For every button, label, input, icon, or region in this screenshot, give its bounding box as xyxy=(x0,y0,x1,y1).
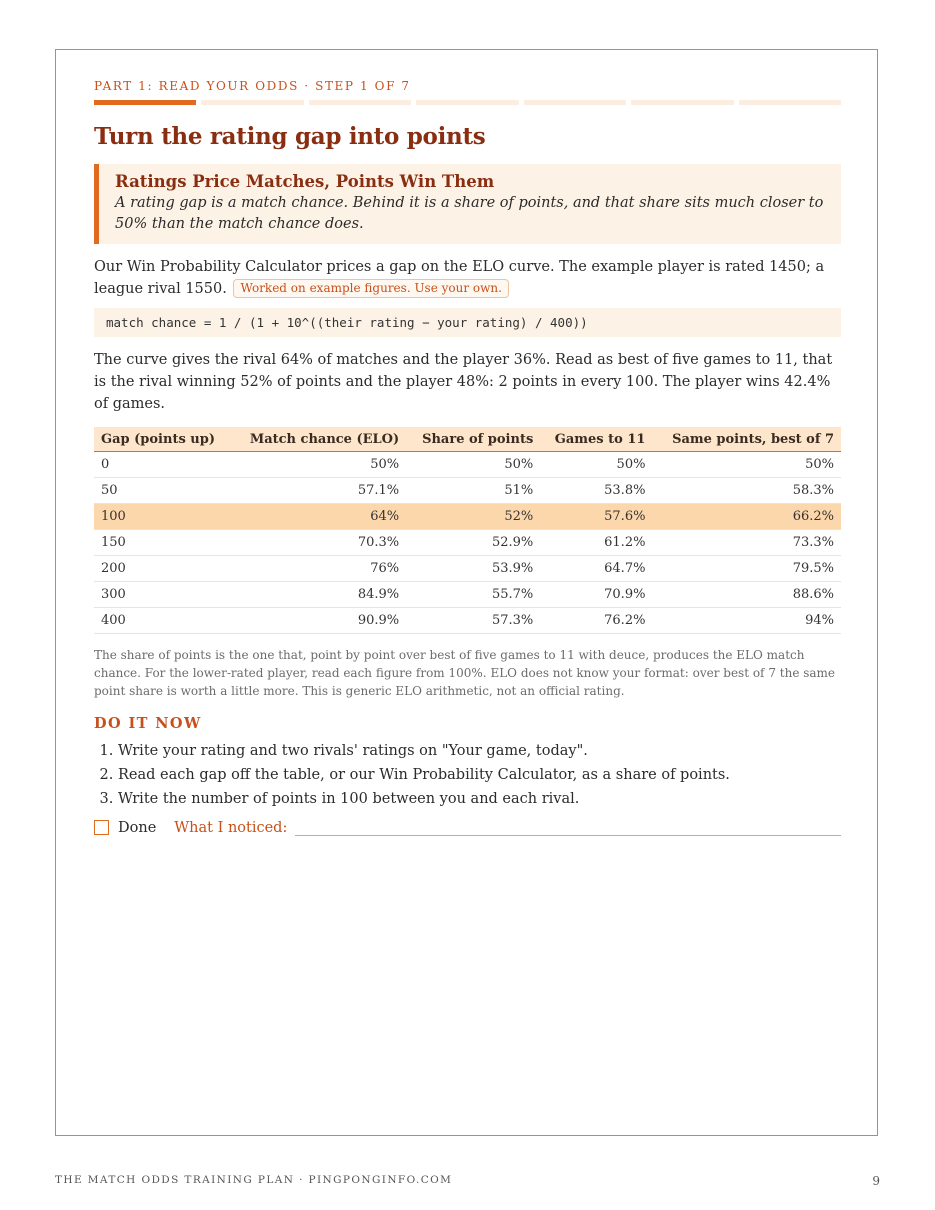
table-cell: 70.9% xyxy=(540,582,652,608)
table-header: Gap (points up) xyxy=(94,427,231,452)
table-cell: 53.9% xyxy=(406,556,540,582)
page-title: Turn the rating gap into points xyxy=(94,123,486,150)
table-cell: 100 xyxy=(94,504,231,530)
table-cell: 57.3% xyxy=(406,608,540,634)
table-cell: 50% xyxy=(540,452,652,478)
progress-segment-5 xyxy=(524,100,626,105)
table-row xyxy=(94,452,841,478)
table-cell: 300 xyxy=(94,582,231,608)
callout-title: Ratings Price Matches, Points Win Them xyxy=(115,172,495,191)
done-label: Done xyxy=(118,819,157,836)
table-cell: 150 xyxy=(94,530,231,556)
action-step: 1. Write your rating and two rivals' ratings on "Your game, today". xyxy=(118,739,841,763)
action-step: 3. Write the number of points in 100 between you and each rival. xyxy=(118,787,841,811)
table-cell: 52.9% xyxy=(406,530,540,556)
progress-segment-4 xyxy=(416,100,518,105)
table-cell: 57.6% xyxy=(540,504,652,530)
action-steps-list xyxy=(94,739,841,811)
action-step: 2. Read each gap off the table, or our Win Probability Calculator, as a share of points. xyxy=(118,763,841,787)
gap-table xyxy=(94,427,841,634)
table-cell: 79.5% xyxy=(652,556,841,582)
table-row xyxy=(94,478,841,504)
table-cell: 84.9% xyxy=(231,582,406,608)
table-cell: 400 xyxy=(94,608,231,634)
table-cell: 61.2% xyxy=(540,530,652,556)
explanation-paragraph: The curve gives the rival 64% of matches and the player 36%. Read as best of five games to 11, that is the rival winning 52% of points and the player 48%: 2 points in every 100. The player wins 42.4% of games. xyxy=(94,352,833,412)
table-cell: 76.2% xyxy=(540,608,652,634)
table-cell: 70.3% xyxy=(231,530,406,556)
table-row xyxy=(94,556,841,582)
page-number: 9 xyxy=(872,1174,880,1188)
table-row xyxy=(94,530,841,556)
progress-segment-6 xyxy=(631,100,733,105)
progress-segment-2 xyxy=(201,100,303,105)
do-it-now-heading: DO IT NOW xyxy=(94,715,202,732)
done-checkbox[interactable] xyxy=(94,820,109,835)
table-footnote: The share of points is the one that, point by point over best of five games to 11 with deuce, produces the ELO match chance. For the lower-rated player, read each figure from 100%. ELO does not know your format: over best of 7 the same point share is worth a little more. This is generic ELO arithmetic, not an official rating. xyxy=(94,648,836,698)
intro-text: Our Win Probability Calculator prices a gap on the ELO curve. The example player is rated 1450; a league rival 1550. xyxy=(94,259,825,297)
table-cell: 52% xyxy=(406,504,540,530)
step-progress-bar xyxy=(94,100,841,105)
table-cell: 88.6% xyxy=(652,582,841,608)
callout-body: A rating gap is a match chance. Behind it is a share of points, and that share sits much closer to 50% than the match chance does. xyxy=(115,195,824,232)
table-cell: 50% xyxy=(231,452,406,478)
table-cell: 64% xyxy=(231,504,406,530)
table-row-highlighted xyxy=(94,504,841,530)
table-cell: 57.1% xyxy=(231,478,406,504)
table-row xyxy=(94,608,841,634)
progress-segment-1 xyxy=(94,100,196,105)
table-cell: 55.7% xyxy=(406,582,540,608)
table-cell: 50% xyxy=(406,452,540,478)
page-content xyxy=(94,78,841,836)
table-cell: 94% xyxy=(652,608,841,634)
noticed-label: What I noticed: xyxy=(174,819,288,836)
table-cell: 64.7% xyxy=(540,556,652,582)
table-header: Share of points xyxy=(406,427,540,452)
noticed-write-in-line[interactable] xyxy=(295,819,841,836)
table-cell: 73.3% xyxy=(652,530,841,556)
table-header: Match chance (ELO) xyxy=(231,427,406,452)
progress-segment-7 xyxy=(739,100,841,105)
intro-paragraph xyxy=(94,256,841,300)
table-cell: 66.2% xyxy=(652,504,841,530)
key-idea-callout xyxy=(94,164,841,244)
table-cell: 0 xyxy=(94,452,231,478)
example-figures-tag: Worked on example figures. Use your own. xyxy=(233,279,509,298)
table-cell: 76% xyxy=(231,556,406,582)
table-cell: 53.8% xyxy=(540,478,652,504)
table-cell: 50 xyxy=(94,478,231,504)
table-cell: 200 xyxy=(94,556,231,582)
table-row xyxy=(94,582,841,608)
table-header-row xyxy=(94,427,841,452)
table-cell: 58.3% xyxy=(652,478,841,504)
table-header: Same points, best of 7 xyxy=(652,427,841,452)
table-header: Games to 11 xyxy=(540,427,652,452)
footer-publication: THE MATCH ODDS TRAINING PLAN · PINGPONGINFO.COM xyxy=(55,1174,453,1186)
table-cell: 50% xyxy=(652,452,841,478)
elo-formula: match chance = 1 / (1 + 10^((their rating − your rating) / 400)) xyxy=(94,308,841,337)
completion-row xyxy=(94,819,841,836)
table-cell: 90.9% xyxy=(231,608,406,634)
step-eyebrow: PART 1: READ YOUR ODDS · STEP 1 OF 7 xyxy=(94,79,411,93)
table-cell: 51% xyxy=(406,478,540,504)
progress-segment-3 xyxy=(309,100,411,105)
